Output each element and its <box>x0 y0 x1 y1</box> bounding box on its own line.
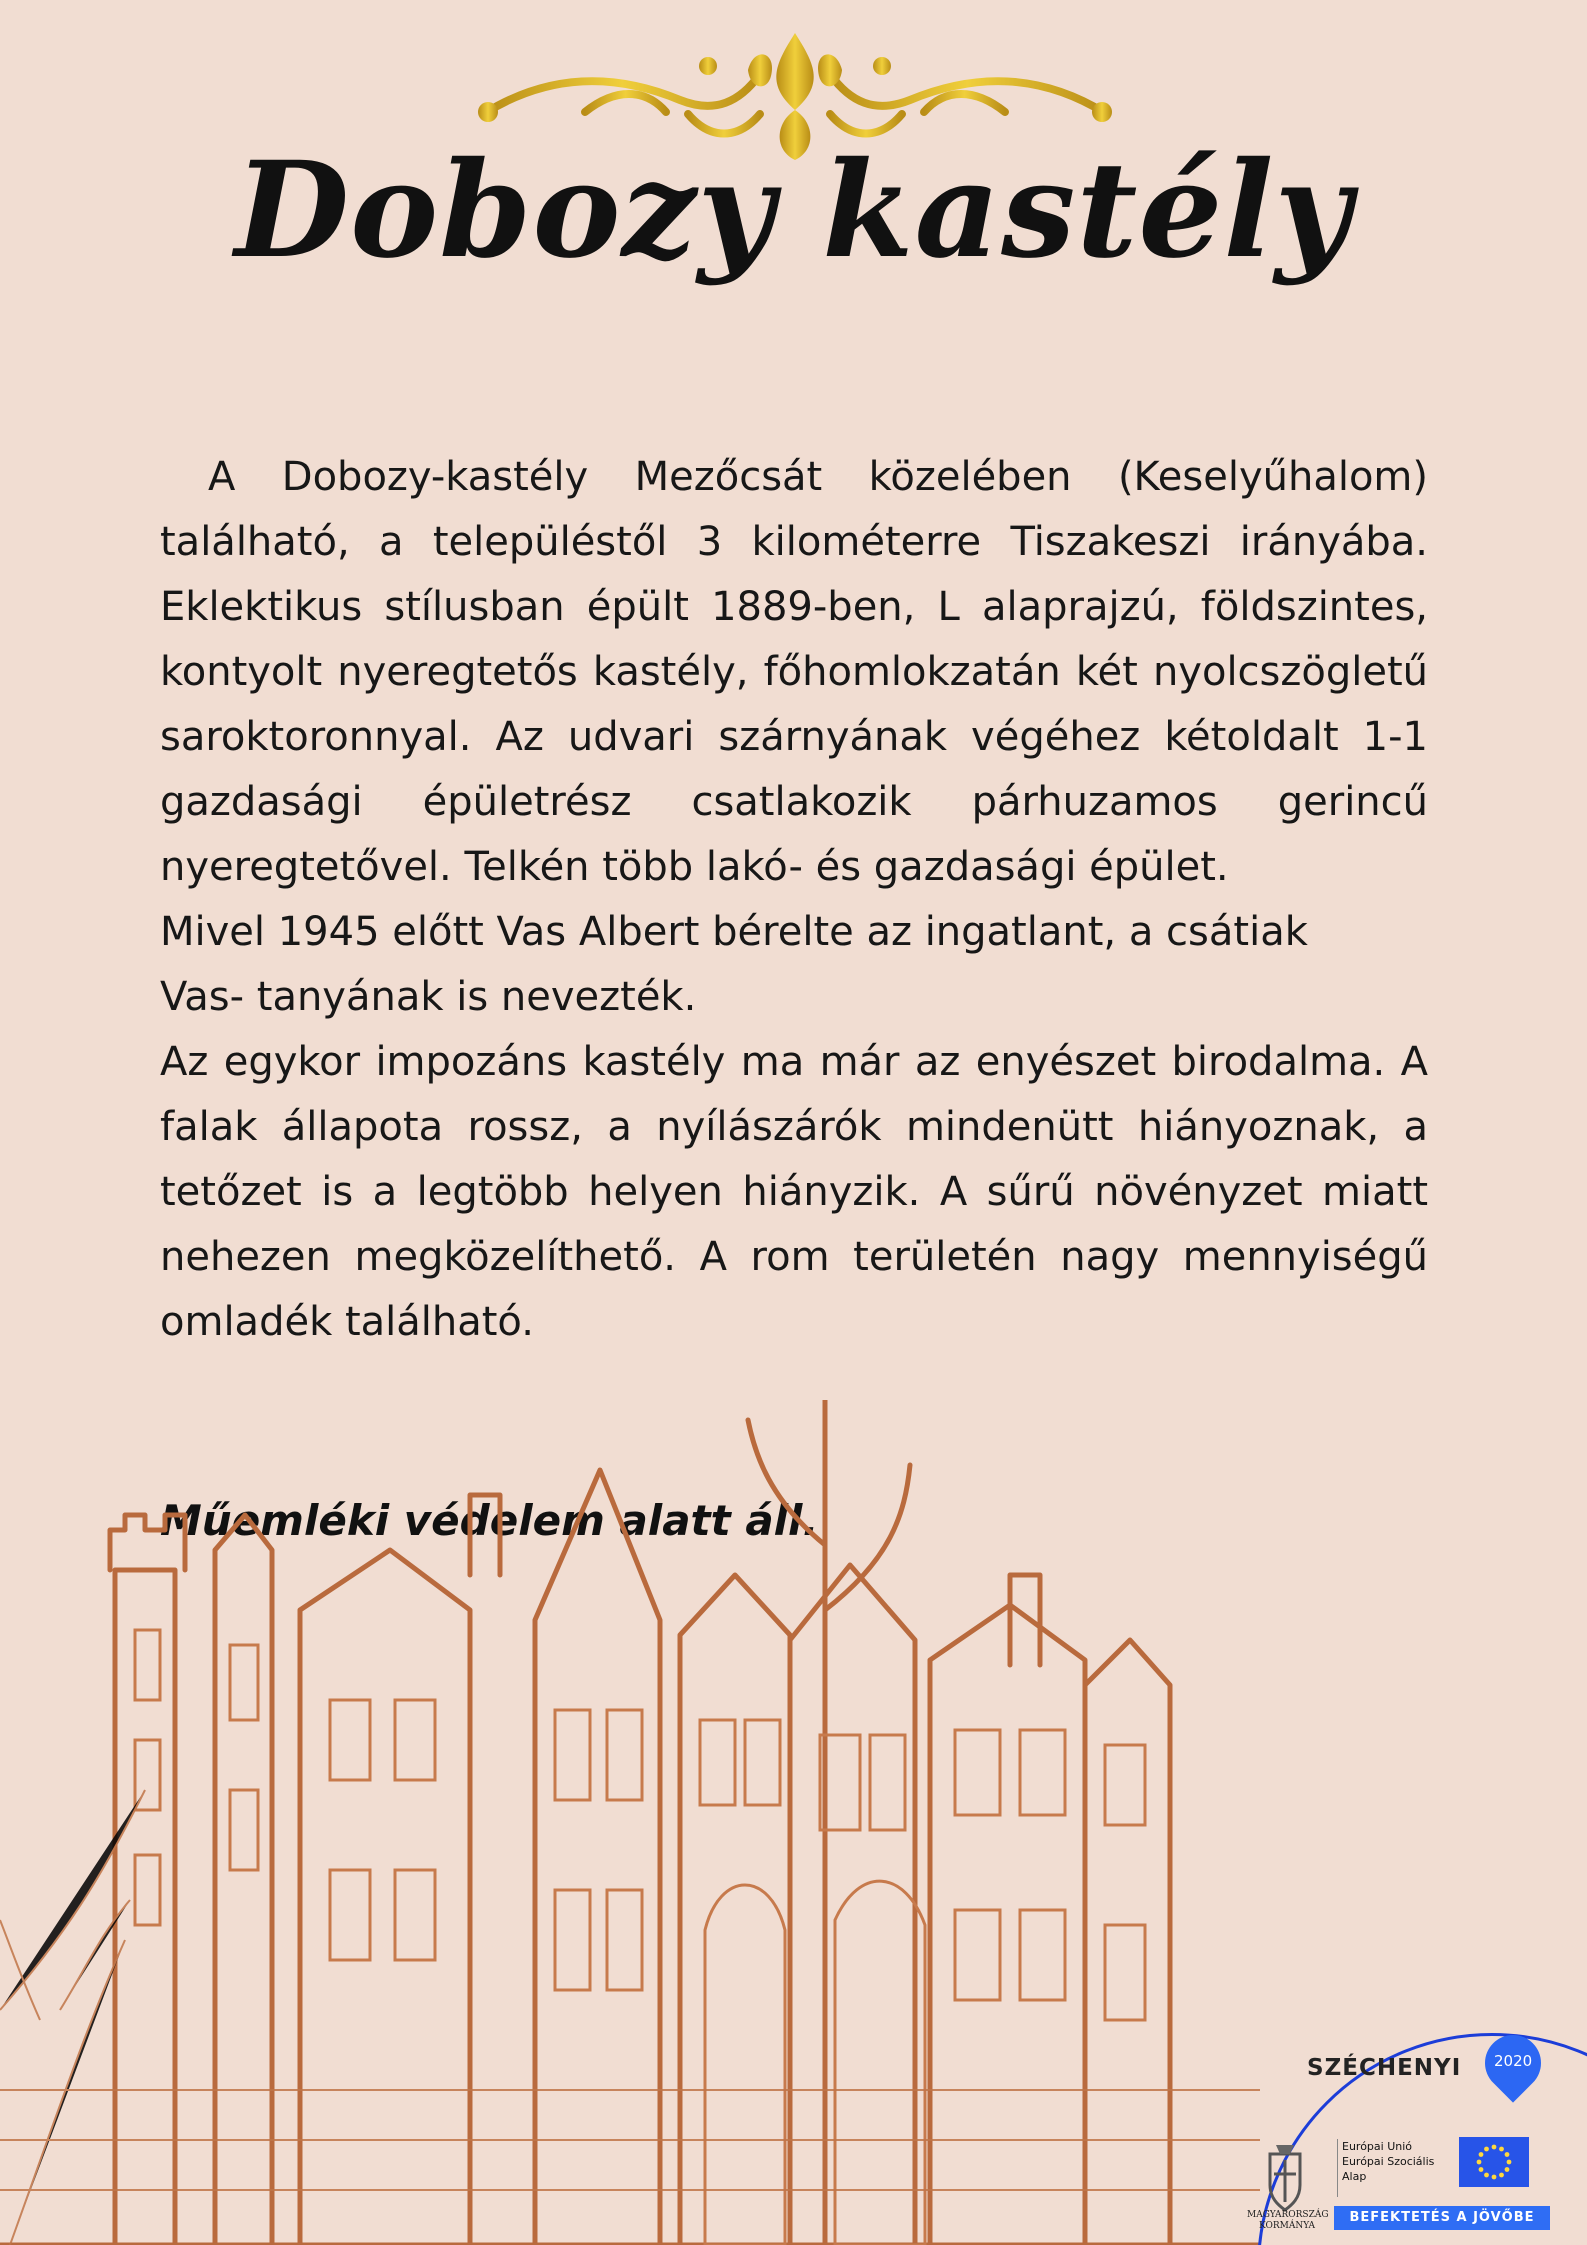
castle-illustration-icon <box>0 1400 1260 2245</box>
government-line-2: KORMÁNYA <box>1259 2221 1315 2231</box>
program-name: SZÉCHENYI <box>1307 2055 1462 2081</box>
eu-line-1: Európai Unió <box>1342 2140 1413 2153</box>
coat-of-arms-icon <box>1260 2140 1310 2212</box>
eu-line-2: Európai Szociális <box>1342 2155 1435 2168</box>
government-caption <box>1247 2210 1327 2232</box>
government-line-1: MAGYARORSZÁG <box>1247 2210 1329 2220</box>
eu-line-3: Alap <box>1342 2170 1367 2183</box>
eu-fund-text <box>1342 2139 1452 2184</box>
article-body <box>160 445 1428 1355</box>
funding-badge <box>1227 1985 1587 2245</box>
body-line-tenant: Mivel 1945 előtt Vas Albert bérelte az ingatlant, a csátiak <box>160 909 1308 955</box>
body-paragraph-history: A Dobozy-kastély Mezőcsát közelében (Keselyűhalom) található, a településtől 3 kilométerre Tiszakeszi irányába. Eklektikus stílusban épült 1889-ben, L alaprajzú, földszintes, kontyolt nyeregtetős kastély, főhomlokzatán két nyolcszögletű saroktoronnyal. Az udvari szárnyának végéhez kétoldalt 1-1 gazdasági épületrész csatlakozik párhuzamos gerincű nyeregtetővel. Telkén több lakó- és gazdasági épület. <box>160 454 1428 890</box>
protected-status-note: Műemléki védelem alatt áll. <box>160 1496 819 1545</box>
body-paragraph-condition: Az egykor impozáns kastély ma már az enyészet birodalma. A falak állapota rossz, a nyílászárók mindenütt hiányoznak, a tetőzet is a legtöbb helyen hiányzik. A sűrű növényzet miatt nehezen megközelíthető. A rom területén nagy mennyiségű omladék található. <box>160 1039 1428 1345</box>
page-title: Dobozy kastély <box>234 133 1353 288</box>
eu-flag-icon <box>1459 2137 1529 2187</box>
program-year: 2020 <box>1494 2052 1533 2070</box>
investment-slogan: BEFEKTETÉS A JÖVŐBE <box>1334 2206 1550 2230</box>
body-line-nickname: Vas- tanyának is nevezték. <box>160 974 697 1020</box>
